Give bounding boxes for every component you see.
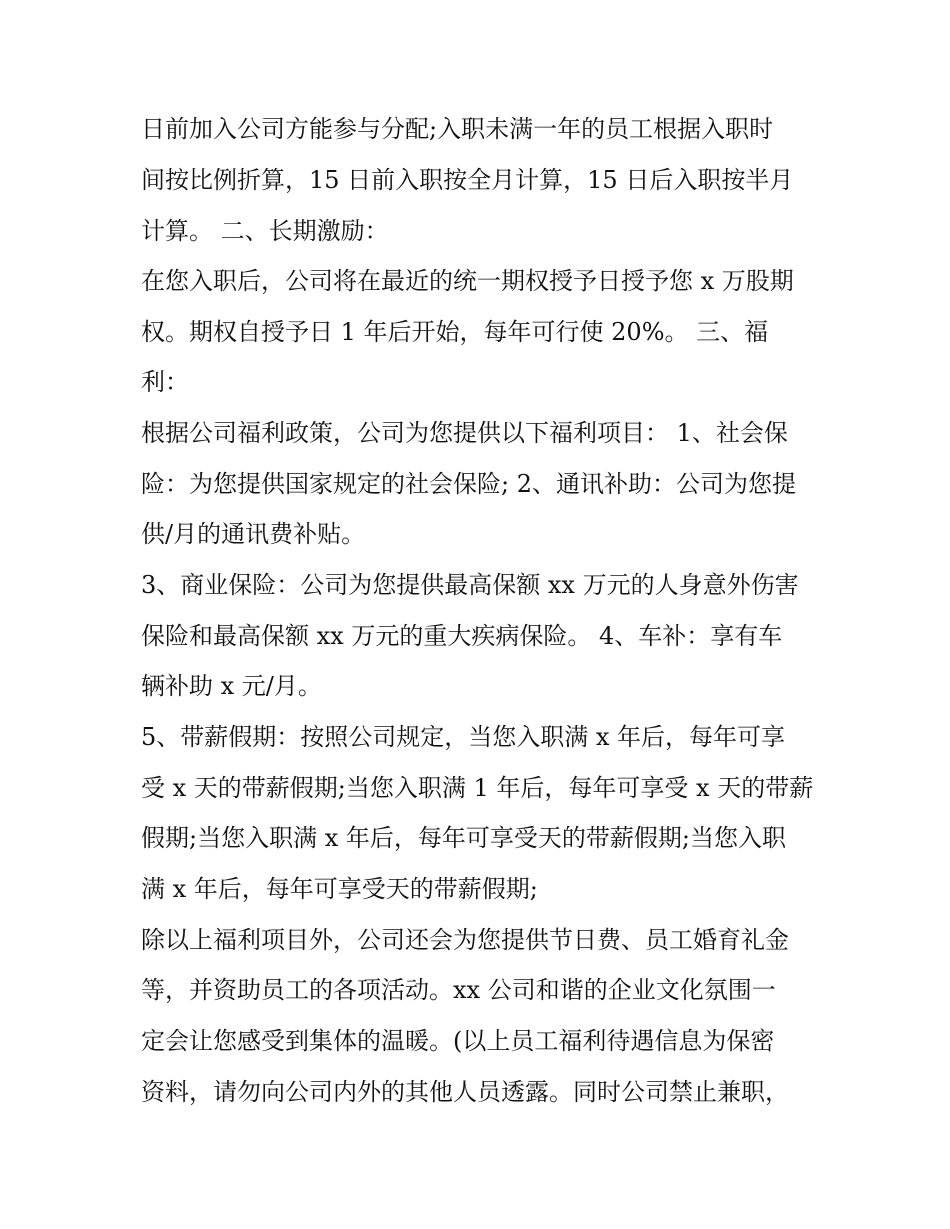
text-line: 假期;当您入职满 x 年后，每年可享受天的带薪假期;当您入职 [141, 824, 786, 852]
text-line: 受 x 天的带薪假期;当您入职满 1 年后，每年可享受 x 天的带薪 [141, 774, 814, 802]
text-line: 保险和最高保额 xx 万元的重大疾病保险。 4、车补：享有车 [141, 622, 783, 650]
text-line: 间按比例折算，15 日前入职按全月计算，15 日后入职按半月 [141, 166, 794, 194]
text-line: 利： [141, 368, 189, 396]
text-line: 辆补助 x 元/月。 [141, 672, 322, 700]
text-line: 满 x 年后，每年可享受天的带薪假期; [141, 875, 538, 903]
text-line: 5、带薪假期：按照公司规定，当您入职满 x 年后，每年可享 [141, 723, 786, 751]
text-line: 在您入职后，公司将在最近的统一期权授予日授予您 x 万股期 [141, 267, 794, 295]
text-line: 险：为您提供国家规定的社会保险; 2、通讯补助：公司为您提 [141, 470, 796, 498]
text-line: 权。期权自授予日 1 年后开始，每年可行使 20%。 三、福 [141, 318, 769, 346]
text-line: 根据公司福利政策，公司为您提供以下福利项目： 1、社会保 [141, 419, 788, 447]
text-line: 日前加入公司方能参与分配;入职未满一年的员工根据入职时 [141, 115, 774, 143]
text-line: 定会让您感受到集体的温暖。(以上员工福利待遇信息为保密 [141, 1027, 775, 1055]
text-line: 除以上福利项目外，公司还会为您提供节日费、员工婚育礼金 [141, 926, 789, 954]
text-line: 3、商业保险：公司为您提供最高保额 xx 万元的人身意外伤害 [141, 571, 799, 599]
text-line: 等，并资助员工的各项活动。xx 公司和谐的企业文化氛围一 [141, 976, 776, 1004]
text-line: 供/月的通讯费补贴。 [141, 520, 366, 548]
text-line: 资料，请勿向公司内外的其他人员透露。同时公司禁止兼职， [141, 1078, 789, 1106]
text-line: 计算。 二、长期激励： [141, 217, 389, 245]
